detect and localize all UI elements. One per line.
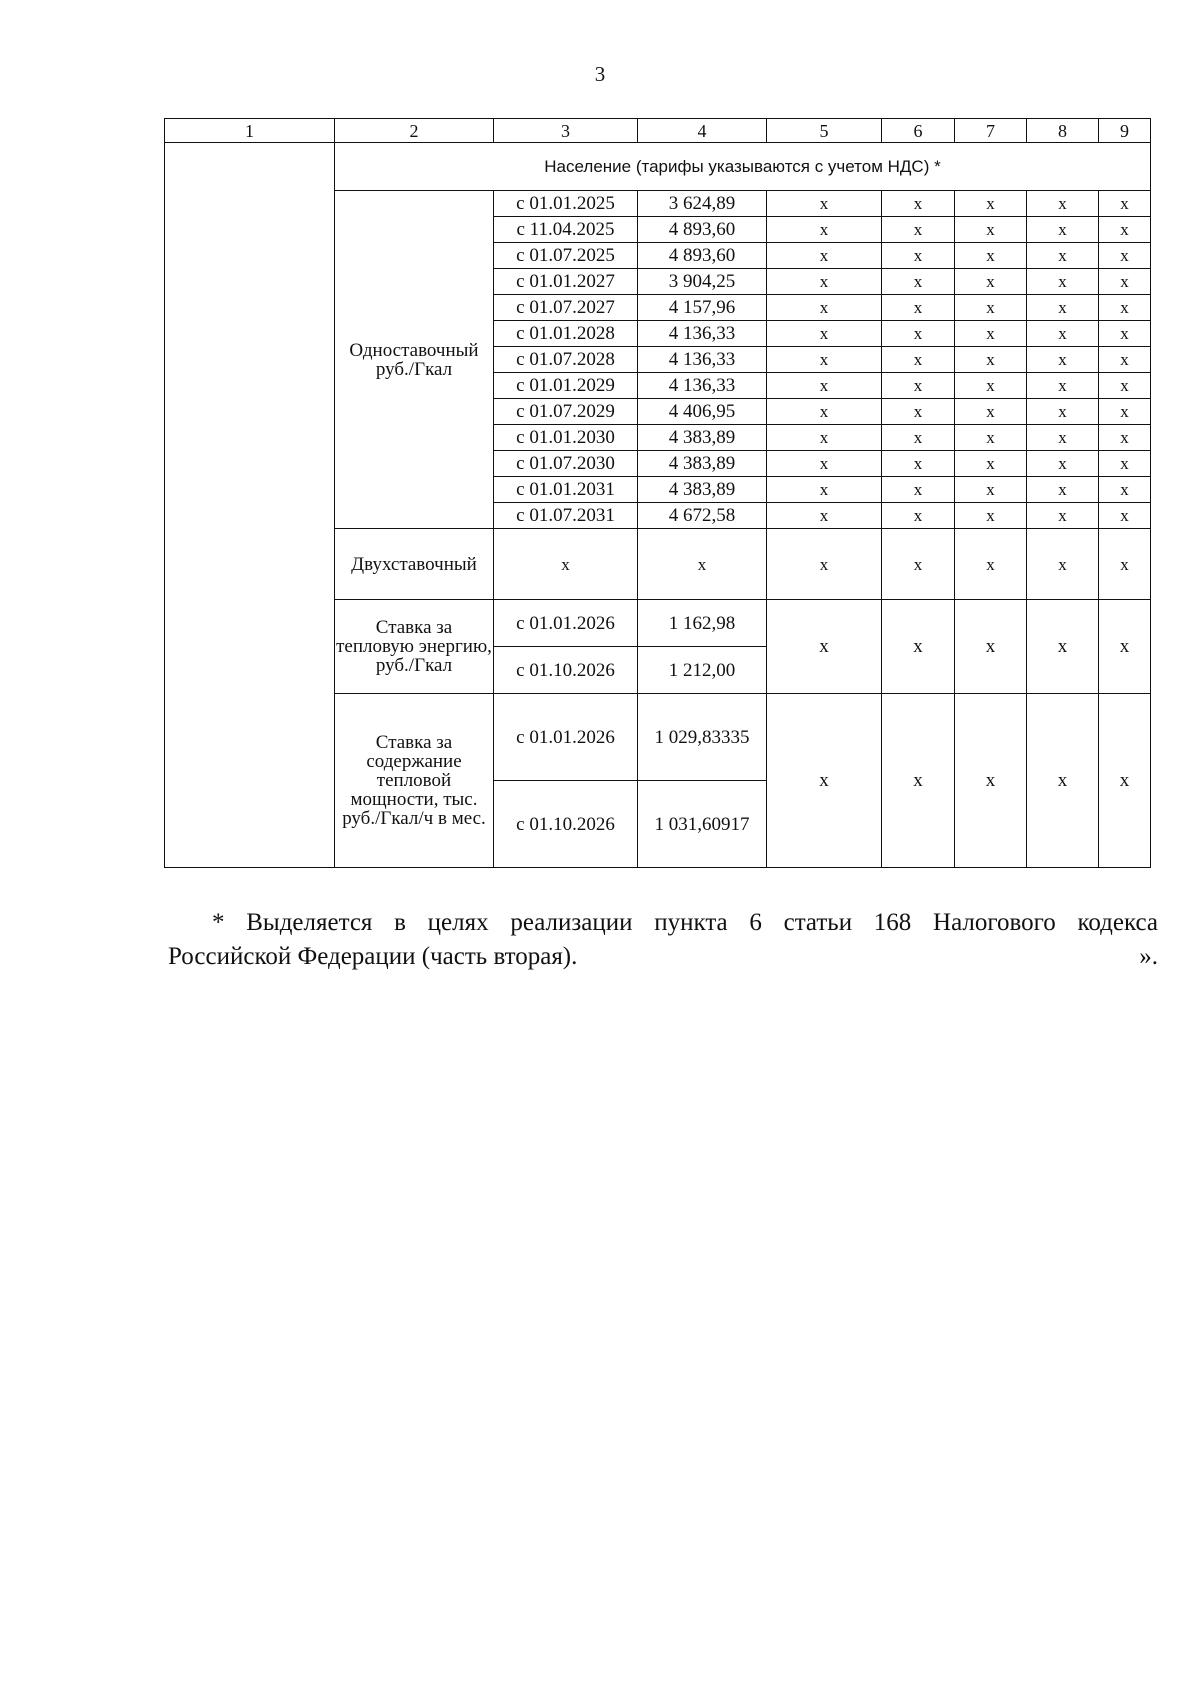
x-mark-cell: x [955, 529, 1027, 600]
date-cell: с 01.01.2027 [494, 269, 638, 295]
capacity-rate-label: Ставка за содержание тепловой мощности, тыс. руб./Гкал/ч в мес. [335, 694, 494, 868]
x-mark-cell: x [1027, 694, 1099, 868]
x-mark-cell: x [1027, 269, 1099, 295]
column-number-cell: 2 [335, 119, 494, 143]
population-title-row [165, 143, 1151, 191]
value-cell: 4 136,33 [638, 321, 767, 347]
population-title-cell: Население (тарифы указываются с учетом НДС) * [335, 143, 1151, 191]
x-mark-cell: x [1099, 295, 1151, 321]
column-number-cell: 5 [767, 119, 882, 143]
value-cell: 4 383,89 [638, 477, 767, 503]
value-cell: 3 624,89 [638, 191, 767, 217]
x-mark-cell: x [767, 217, 882, 243]
date-cell: с 01.10.2026 [494, 647, 638, 694]
x-mark-cell: x [882, 295, 955, 321]
x-mark-cell: x [882, 399, 955, 425]
column-number-cell: 4 [638, 119, 767, 143]
x-mark-cell: x [1027, 373, 1099, 399]
x-mark-cell: x [767, 373, 882, 399]
x-mark-cell: x [1027, 217, 1099, 243]
x-mark-cell: x [1027, 477, 1099, 503]
value-cell: 4 157,96 [638, 295, 767, 321]
two-rate-label: Двухставочный [335, 529, 494, 600]
value-cell: 4 383,89 [638, 451, 767, 477]
date-cell: с 01.07.2031 [494, 503, 638, 529]
x-mark-cell: x [1099, 451, 1151, 477]
value-cell: 1 212,00 [638, 647, 767, 694]
date-cell: с 01.01.2030 [494, 425, 638, 451]
x-mark-cell: x [955, 694, 1027, 868]
x-mark-cell: x [1099, 503, 1151, 529]
footnote [168, 906, 1158, 975]
x-mark-cell: x [882, 425, 955, 451]
value-cell: 4 383,89 [638, 425, 767, 451]
x-mark-cell: x [882, 217, 955, 243]
x-mark-cell: x [767, 347, 882, 373]
x-mark-cell: x [955, 217, 1027, 243]
value-cell: 4 893,60 [638, 217, 767, 243]
x-mark-cell: x [882, 321, 955, 347]
x-mark-cell: x [882, 477, 955, 503]
x-mark-cell: x [1027, 191, 1099, 217]
date-cell: с 01.01.2028 [494, 321, 638, 347]
x-mark-cell: x [882, 503, 955, 529]
x-mark-cell: x [882, 600, 955, 694]
x-mark-cell: x [1027, 347, 1099, 373]
x-mark-cell: x [494, 529, 638, 600]
x-mark-cell: x [955, 295, 1027, 321]
value-cell: 4 136,33 [638, 373, 767, 399]
column-number-cell: 3 [494, 119, 638, 143]
x-mark-cell: x [1027, 600, 1099, 694]
x-mark-cell: x [955, 191, 1027, 217]
table-header-row [165, 119, 1151, 143]
x-mark-cell: x [767, 295, 882, 321]
x-mark-cell: x [1099, 321, 1151, 347]
x-mark-cell: x [882, 347, 955, 373]
value-cell: 1 031,60917 [638, 781, 767, 868]
column-number-cell: 9 [1099, 119, 1151, 143]
x-mark-cell: x [1099, 694, 1151, 868]
date-cell: с 01.01.2026 [494, 600, 638, 647]
x-mark-cell: x [767, 451, 882, 477]
x-mark-cell: x [955, 399, 1027, 425]
footnote-line-2: Российской Федерации (часть вторая). [168, 943, 578, 971]
value-cell: 4 406,95 [638, 399, 767, 425]
x-mark-cell: x [1027, 399, 1099, 425]
x-mark-cell: x [1099, 477, 1151, 503]
x-mark-cell: x [1099, 217, 1151, 243]
x-mark-cell: x [882, 373, 955, 399]
value-cell: 4 672,58 [638, 503, 767, 529]
x-mark-cell: x [1027, 529, 1099, 600]
value-cell: 4 136,33 [638, 347, 767, 373]
column-number-cell: 6 [882, 119, 955, 143]
x-mark-cell: x [882, 529, 955, 600]
x-mark-cell: x [1027, 451, 1099, 477]
date-cell: с 11.04.2025 [494, 217, 638, 243]
x-mark-cell: x [1099, 399, 1151, 425]
x-mark-cell: x [1099, 529, 1151, 600]
x-mark-cell: x [1099, 425, 1151, 451]
x-mark-cell: x [767, 425, 882, 451]
x-mark-cell: x [882, 269, 955, 295]
x-mark-cell: x [767, 321, 882, 347]
date-cell: с 01.01.2025 [494, 191, 638, 217]
x-mark-cell: x [955, 425, 1027, 451]
x-mark-cell: x [955, 477, 1027, 503]
page-number: 3 [594, 62, 606, 86]
x-mark-cell: x [1027, 321, 1099, 347]
closing-quote: ». [1139, 943, 1158, 971]
x-mark-cell: x [882, 191, 955, 217]
date-cell: с 01.01.2029 [494, 373, 638, 399]
x-mark-cell: x [1099, 269, 1151, 295]
x-mark-cell: x [955, 321, 1027, 347]
x-mark-cell: x [767, 503, 882, 529]
x-mark-cell: x [1027, 503, 1099, 529]
x-mark-cell: x [955, 347, 1027, 373]
value-cell: 1 162,98 [638, 600, 767, 647]
date-cell: с 01.07.2030 [494, 451, 638, 477]
single-rate-label: Одноставочный руб./Гкал [335, 191, 494, 529]
date-cell: с 01.07.2029 [494, 399, 638, 425]
date-cell: с 01.07.2028 [494, 347, 638, 373]
empty-first-column-cell [165, 143, 335, 868]
x-mark-cell: x [955, 503, 1027, 529]
x-mark-cell: x [1027, 243, 1099, 269]
value-cell: 1 029,83335 [638, 694, 767, 781]
x-mark-cell: x [882, 451, 955, 477]
heat-rate-label: Ставка за тепловую энергию, руб./Гкал [335, 600, 494, 694]
column-number-cell: 8 [1027, 119, 1099, 143]
x-mark-cell: x [767, 529, 882, 600]
x-mark-cell: x [1027, 295, 1099, 321]
x-mark-cell: x [767, 600, 882, 694]
x-mark-cell: x [1099, 373, 1151, 399]
x-mark-cell: x [1099, 191, 1151, 217]
column-number-cell: 7 [955, 119, 1027, 143]
date-cell: с 01.10.2026 [494, 781, 638, 868]
x-mark-cell: x [767, 243, 882, 269]
x-mark-cell: x [882, 243, 955, 269]
date-cell: с 01.01.2026 [494, 694, 638, 781]
x-mark-cell: x [1099, 347, 1151, 373]
x-mark-cell: x [767, 694, 882, 868]
value-cell: 4 893,60 [638, 243, 767, 269]
x-mark-cell: x [767, 477, 882, 503]
x-mark-cell: x [1027, 425, 1099, 451]
x-mark-cell: x [767, 269, 882, 295]
x-mark-cell: x [955, 243, 1027, 269]
tariff-table [164, 118, 1151, 868]
x-mark-cell: x [638, 529, 767, 600]
x-mark-cell: x [767, 191, 882, 217]
x-mark-cell: x [1099, 243, 1151, 269]
x-mark-cell: x [955, 451, 1027, 477]
x-mark-cell: x [955, 269, 1027, 295]
date-cell: с 01.07.2025 [494, 243, 638, 269]
column-number-cell: 1 [165, 119, 335, 143]
x-mark-cell: x [955, 373, 1027, 399]
x-mark-cell: x [882, 694, 955, 868]
x-mark-cell: x [955, 600, 1027, 694]
date-cell: с 01.01.2031 [494, 477, 638, 503]
footnote-line-1: * Выделяется в целях реализации пункта 6 статьи 168 Налогового кодекса [212, 909, 1158, 936]
x-mark-cell: x [767, 399, 882, 425]
value-cell: 3 904,25 [638, 269, 767, 295]
date-cell: с 01.07.2027 [494, 295, 638, 321]
x-mark-cell: x [1099, 600, 1151, 694]
